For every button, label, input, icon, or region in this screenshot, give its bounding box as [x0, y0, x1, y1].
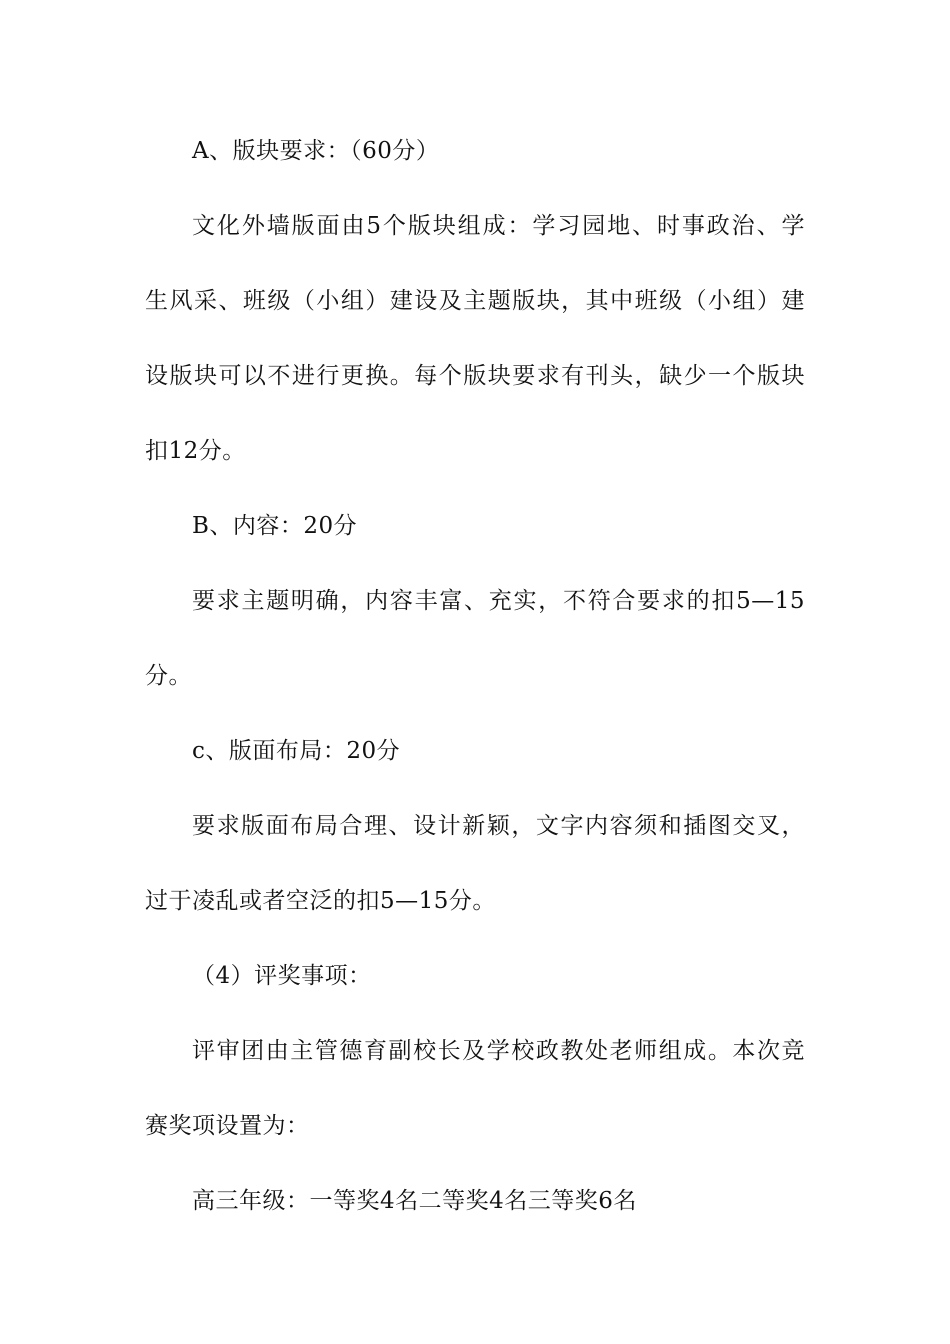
paragraph-line: 分。 — [145, 663, 192, 689]
paragraph-line: 扣12分。 — [145, 438, 246, 464]
section-b-heading: B、内容：20分 — [192, 513, 358, 539]
paragraph-line: 生风采、班级（小组）建设及主题版块，其中班级（小组）建 — [145, 288, 805, 314]
paragraph-line: 赛奖项设置为： — [145, 1113, 310, 1139]
paragraph-line: 评审团由主管德育副校长及学校政教处老师组成。本次竞 — [192, 1038, 805, 1064]
paragraph-line: 过于凌乱或者空泛的扣5—15分。 — [145, 888, 496, 914]
section-4-heading: （4）评奖事项： — [192, 963, 372, 989]
paragraph-line: 要求主题明确，内容丰富、充实，不符合要求的扣5—15 — [192, 588, 805, 614]
paragraph-line: 设版块可以不进行更换。每个版块要求有刊头，缺少一个版块 — [145, 363, 805, 389]
section-a-heading: A、版块要求：（60分） — [192, 138, 440, 164]
paragraph-line: 文化外墙版面由5个版块组成：学习园地、时事政治、学 — [192, 213, 805, 239]
award-line: 高三年级：一等奖4名二等奖4名三等奖6名 — [192, 1188, 637, 1214]
section-c-heading: c、版面布局：20分 — [192, 738, 401, 764]
paragraph-line: 要求版面布局合理、设计新颖，文字内容须和插图交叉， — [192, 813, 805, 839]
